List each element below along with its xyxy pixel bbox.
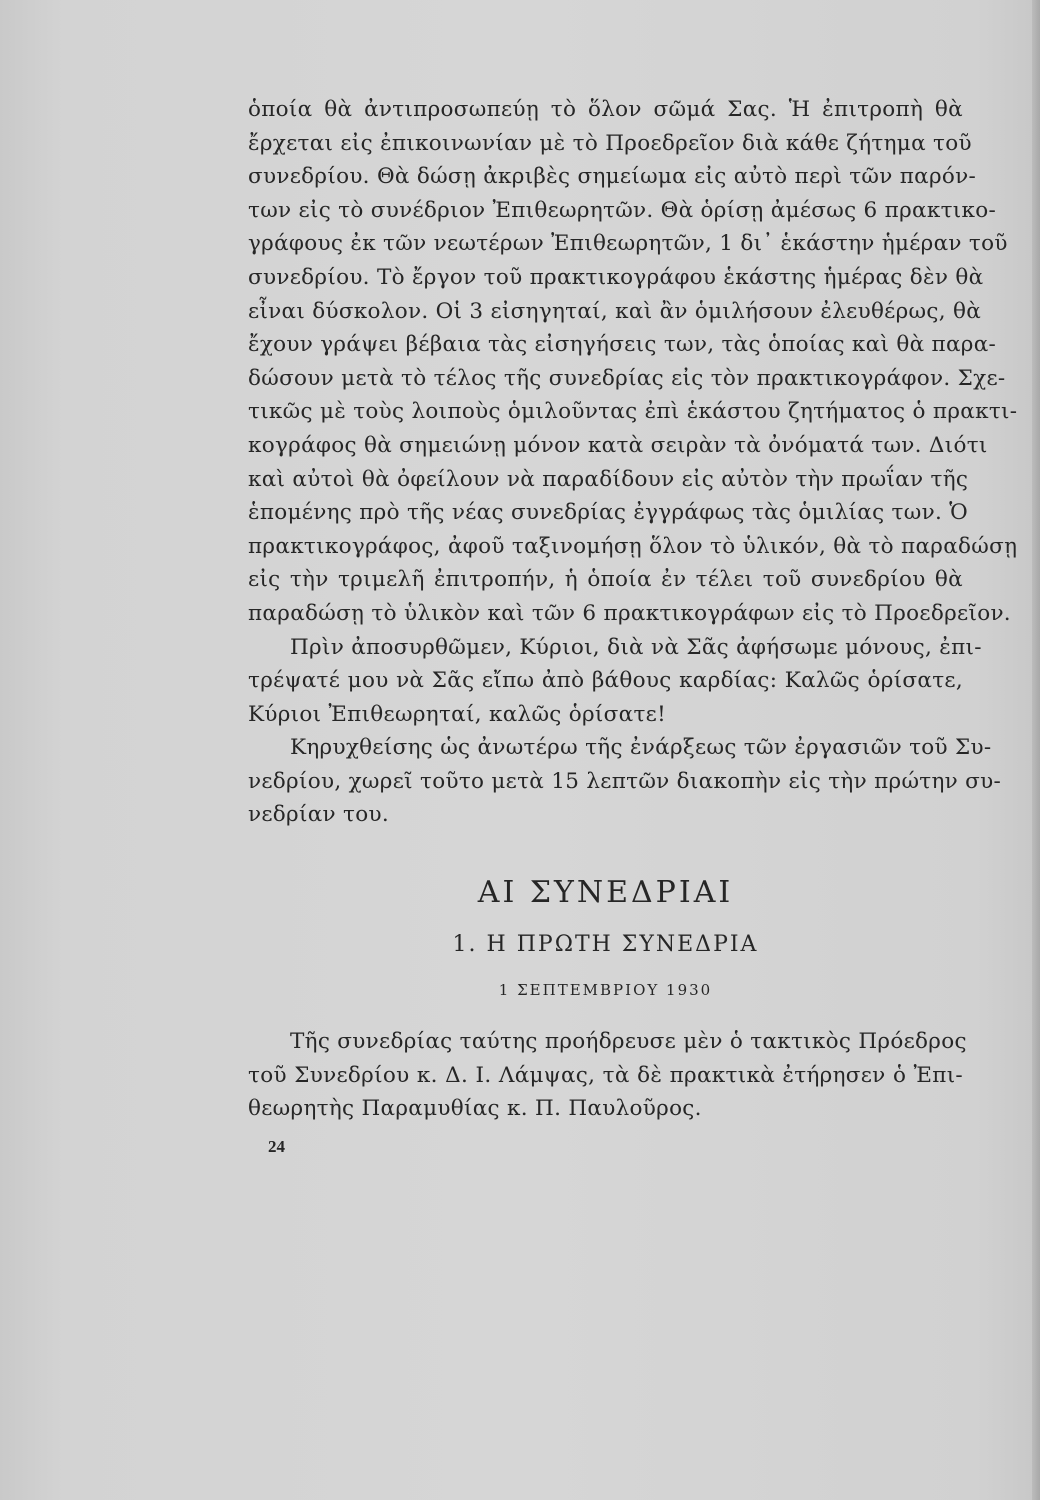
page-edge <box>1032 0 1040 1500</box>
text-line: νεδρίαν του. <box>248 802 389 828</box>
text-line: πρακτικογράφος, ἀφοῦ ταξινομήσῃ ὅλον τὸ ὑλικόν, θὰ τὸ παραδώσῃ <box>248 533 1018 559</box>
text-line: Τῆς συνεδρίας ταύτης προήδρευσε μὲν ὁ τακτικὸς Πρόεδρος <box>290 1029 967 1054</box>
section-title: ΑΙ ΣΥΝΕΔΡΙΑΙ <box>477 875 734 910</box>
text-line: εἰς τὴν τριμελῆ ἐπιτροπήν, ἡ ὁποία ἐν τέλει τοῦ συνεδρίου θὰ <box>248 567 963 593</box>
text-line: ἑπομένης πρὸ τῆς νέας συνεδρίας ἐγγράφως τὰς ὁμιλίας των. Ὁ <box>248 500 968 526</box>
text-line: ἔχουν γράψει βέβαια τὰς εἰσηγήσεις των, τὰς ὁποίας καὶ θὰ παρα- <box>248 332 997 358</box>
page-number: 24 <box>268 1137 285 1156</box>
text-line: Κηρυχθείσης ὡς ἀνωτέρω τῆς ἐνάρξεως τῶν ἐργασιῶν τοῦ Συ- <box>290 735 992 761</box>
text-line: τρέψατέ μου νὰ Σᾶς εἴπω ἀπὸ βάθους καρδίας: Καλῶς ὁρίσατε, <box>248 668 963 694</box>
text-line: παραδώσῃ τὸ ὑλικὸν καὶ τῶν 6 πρακτικογράφων εἰς τὸ Προεδρεῖον. <box>248 600 1011 626</box>
text-line: εἶναι δύσκολον. Οἱ 3 εἰσηγηταί, καὶ ἂν ὁμιλήσουν ἐλευθέρως, θὰ <box>248 298 982 324</box>
text-line: των εἰς τὸ συνέδριον Ἐπιθεωρητῶν. Θὰ ὁρίσῃ ἀμέσως 6 πρακτικο- <box>248 197 997 223</box>
session-date: 1 ΣΕΠΤΕΜΒΡΙΟΥ 1930 <box>498 981 713 999</box>
text-line: Κύριοι Ἐπιθεωρηταί, καλῶς ὁρίσατε! <box>248 701 667 727</box>
text-line: θεωρητὴς Παραμυθίας κ. Π. Παυλοῦρος. <box>248 1096 702 1122</box>
text-line: κογράφος θὰ σημειώνῃ μόνον κατὰ σειρὰν τὰ ὀνόματά των. Διότι <box>248 432 988 458</box>
text-line: γράφους ἐκ τῶν νεωτέρων Ἐπιθεωρητῶν, 1 δι᾽ ἑκάστην ἡμέραν τοῦ <box>248 231 1008 257</box>
text-line: τοῦ Συνεδρίου κ. Δ. Ι. Λάμψας, τὰ δὲ πρακτικὰ ἐτήρησεν ὁ Ἐπι- <box>248 1062 963 1088</box>
text-line: δώσουν μετὰ τὸ τέλος τῆς συνεδρίας εἰς τὸν πρακτικογράφον. Σχε- <box>248 365 1006 391</box>
subsection-title: 1. Η ΠΡΩΤΗ ΣΥΝΕΔΡΙΑ <box>452 932 759 957</box>
text-line: συνεδρίου. Τὸ ἔργον τοῦ πρακτικογράφου ἑκάστης ἡμέρας δὲν θὰ <box>248 264 984 290</box>
text-line: Πρὶν ἀποσυρθῶμεν, Κύριοι, διὰ νὰ Σᾶς ἀφήσωμε μόνους, ἐπι- <box>290 634 982 660</box>
text-line: καὶ αὐτοὶ θὰ ὀφείλουν νὰ παραδίδουν εἰς αὐτὸν τὴν πρωΐαν τῆς <box>248 466 969 492</box>
text-line: ὁποία θὰ ἀντιπροσωπεύῃ τὸ ὅλον σῶμά Σας. Ἡ ἐπιτροπὴ θὰ <box>248 97 963 122</box>
text-line: ἔρχεται εἰς ἐπικοινωνίαν μὲ τὸ Προεδρεῖον διὰ κάθε ζήτημα τοῦ <box>248 130 972 156</box>
session-text <box>248 1025 967 1126</box>
text-line: τικῶς μὲ τοὺς λοιποὺς ὁμιλοῦντας ἐπὶ ἑκάστου ζητήματος ὁ πρακτι- <box>248 399 1018 425</box>
body-text <box>248 93 1018 832</box>
text-line: νεδρίου, χωρεῖ τοῦτο μετὰ 15 λεπτῶν διακοπὴν εἰς τὴν πρώτην συ- <box>248 768 1002 794</box>
text-line: συνεδρίου. Θὰ δώσῃ ἀκριβὲς σημείωμα εἰς αὐτὸ περὶ τῶν παρόν- <box>248 164 977 190</box>
